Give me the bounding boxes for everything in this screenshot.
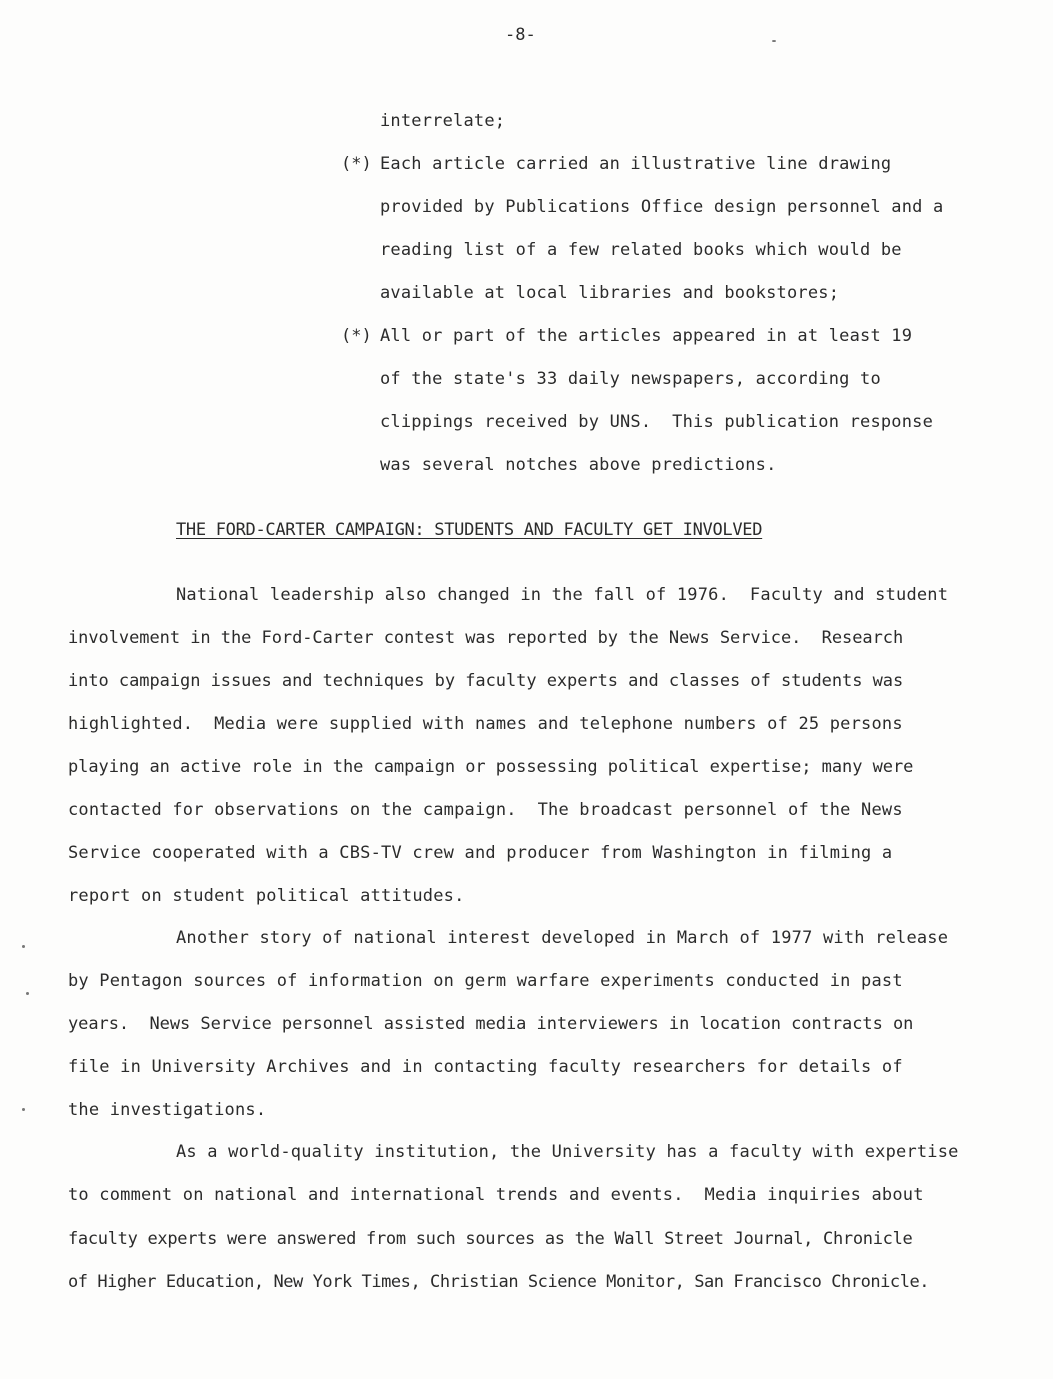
page-number: -8- [505, 25, 536, 45]
scan-speck [26, 992, 29, 995]
paragraph-line: report on student political attitudes. [68, 886, 465, 906]
scan-speck [22, 1108, 25, 1111]
paragraph-line: of Higher Education, New York Times, Christian Science Monitor, San Francisco Chronicle. [68, 1272, 930, 1292]
paragraph-line: contacted for observations on the campaign. The broadcast personnel of the News [68, 800, 903, 820]
list-item-line: Each article carried an illustrative line drawing [380, 154, 892, 174]
paragraph-line: Another story of national interest developed in March of 1977 with release [176, 928, 949, 948]
list-item-marker: (*) [341, 154, 372, 174]
list-item-line: of the state's 33 daily newspapers, according to [380, 369, 881, 389]
paragraph-line: As a world-quality institution, the University has a faculty with expertise [176, 1142, 959, 1162]
scan-speck [772, 40, 776, 42]
list-item-line: clippings received by UNS. This publication response [380, 412, 934, 432]
list-item-line: was several notches above predictions. [380, 455, 777, 475]
list-item-line: available at local libraries and bookstores; [380, 283, 840, 303]
paragraph-line: file in University Archives and in contacting faculty researchers for details of [68, 1057, 903, 1077]
paragraph-line: by Pentagon sources of information on germ warfare experiments conducted in past [68, 971, 903, 991]
scan-speck [22, 945, 25, 948]
list-continuation-line: interrelate; [380, 111, 506, 131]
list-item-line: provided by Publications Office design personnel and a [380, 197, 944, 217]
paragraph-line: to comment on national and international trends and events. Media inquiries about [68, 1185, 924, 1205]
paragraph-line: years. News Service personnel assisted media interviewers in location contracts on [68, 1014, 914, 1034]
paragraph-line: playing an active role in the campaign or possessing political expertise; many were [68, 757, 914, 777]
paragraph-line: the investigations. [68, 1100, 267, 1120]
paragraph-line: highlighted. Media were supplied with names and telephone numbers of 25 persons [68, 714, 903, 734]
paragraph-line: National leadership also changed in the fall of 1976. Faculty and student [176, 585, 949, 605]
list-item-marker: (*) [341, 326, 372, 346]
paragraph-line: into campaign issues and techniques by faculty experts and classes of students was [68, 671, 904, 691]
section-heading: THE FORD-CARTER CAMPAIGN: STUDENTS AND FACULTY GET INVOLVED [176, 520, 763, 540]
paragraph-line: faculty experts were answered from such sources as the Wall Street Journal, Chronicle [68, 1229, 913, 1249]
paragraph-line: Service cooperated with a CBS-TV crew and producer from Washington in filming a [68, 843, 893, 863]
paragraph-line: involvement in the Ford-Carter contest was reported by the News Service. Research [68, 628, 904, 648]
list-item-line: reading list of a few related books which would be [380, 240, 902, 260]
list-item-line: All or part of the articles appeared in at least 19 [380, 326, 913, 346]
